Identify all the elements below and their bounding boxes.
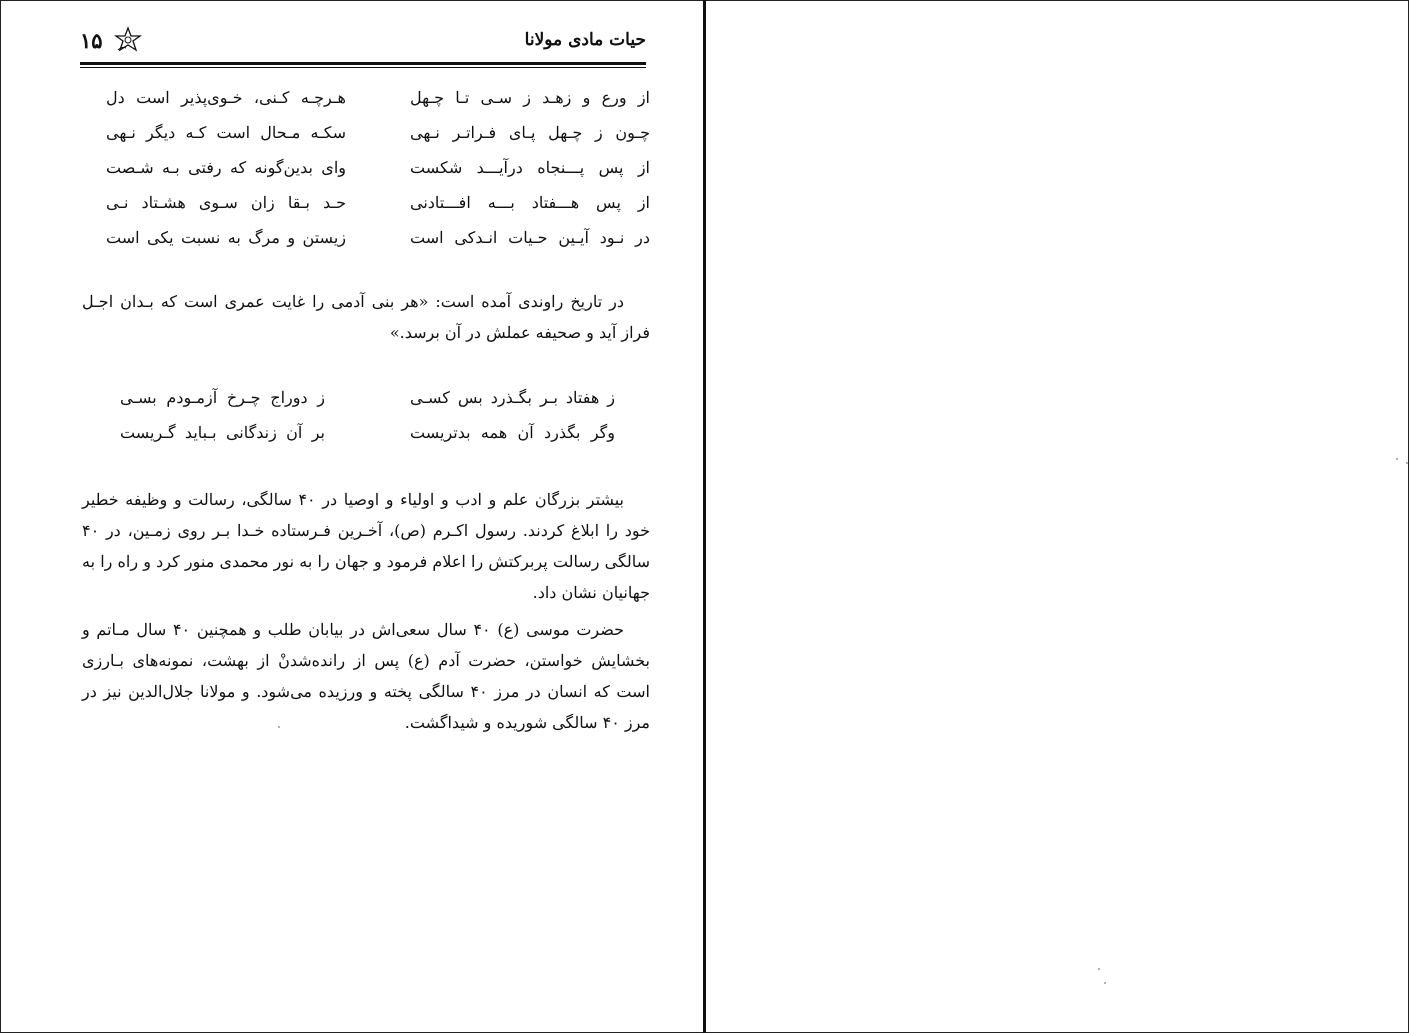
hemistich-right: از ورع و زهـد ز سـی تـا چـهل bbox=[410, 88, 650, 107]
verse bbox=[100, 228, 650, 263]
hemistich-left: ز دوراج چـرخ آزمـودم بسـی bbox=[120, 388, 325, 407]
hemistich-left: هـرچـه کـنی، خـوی‌پذیر است دل bbox=[106, 88, 346, 107]
scan-speck bbox=[278, 726, 280, 728]
paragraph-text: حضرت موسی (ع) ۴۰ سال سعی‌اش در بیابان طلب و همچنین ۴۰ سال مـاتم و بخشایش خواستن، حضرت آدم (ع) پس از رانده‌شدنْ از بهشت، نمونه‌های بـارزی است که انسان در مرز ۴۰ سالگی پخته و ورزیده می‌شود. و مولانا جلال‌الدین نیز در مرز ۴۰ سالگی شوریده و شیداگشت. bbox=[82, 620, 650, 732]
poem-block-1 bbox=[100, 88, 650, 263]
hemistich-right: از پس هـــفتاد بـــه افـــتادنی bbox=[410, 193, 650, 212]
poem-block-2 bbox=[110, 388, 615, 458]
hemistich-left: وای بدین‌گونه که رفتی بـه شـصت bbox=[106, 158, 346, 177]
hemistich-right: چـون ز چـهل پـای فـراتـر نـهی bbox=[410, 123, 650, 142]
paragraph-moses bbox=[82, 614, 650, 738]
scan-speck bbox=[1406, 462, 1408, 464]
page-number: ۱۵ bbox=[80, 28, 103, 53]
header-rule-thin bbox=[80, 67, 646, 68]
verse bbox=[100, 158, 650, 193]
star-flower-icon bbox=[114, 26, 142, 54]
verse bbox=[100, 123, 650, 158]
hemistich-left: حـد بـقا زان سـوی هشـتاد نـی bbox=[106, 193, 346, 212]
scan-speck bbox=[1396, 458, 1398, 460]
hemistich-right: وگر بگذرد آن همه بدتریست bbox=[410, 423, 615, 442]
left-page bbox=[0, 0, 703, 1033]
header-rule-thick bbox=[80, 62, 646, 65]
verse bbox=[100, 88, 650, 123]
header-title: حیات مادی مولانا bbox=[524, 30, 646, 50]
paragraph-prophets bbox=[82, 484, 650, 608]
hemistich-left: زیستن و مرگ به نسبت یکی است bbox=[106, 228, 346, 247]
hemistich-right: ز هفتاد بـر بگـذرد بس کسـی bbox=[410, 388, 615, 407]
paragraph-text: بیشتر بزرگان علم و ادب و اولیاء و اوصیا در ۴۰ سالگی، رسالت و وظیفه خطیر خود را ابلاغ کردند. رسول اکـرم (ص)، آخـرین فـرستاده خـدا بـر روی زمـین، در ۴۰ سالگی رسالت پربرکتش را اعلام فرمود و جهان را به نور محمدی منور کرد و راه را به جهانیان نشان داد. bbox=[82, 490, 650, 602]
hemistich-right: در نـود آیـین حـیات انـدکی است bbox=[410, 228, 650, 247]
right-page-blank bbox=[706, 0, 1407, 1033]
verse bbox=[100, 193, 650, 228]
scan-speck bbox=[1104, 982, 1106, 984]
hemistich-left: سکـه مـحال است کـه دیگر نـهی bbox=[106, 123, 346, 142]
hemistich-right: از پس پـــنجاه درآیـــد شکست bbox=[410, 158, 650, 177]
paragraph-text: در تاریخ راوندی آمده است: «هر بنی آدمی را غایت عمری است که بـدان اجـل فراز آید و صحیفه عملش در آن برسد.» bbox=[82, 292, 650, 342]
hemistich-left: بر آن زندگانی بـباید گـریست bbox=[120, 423, 325, 442]
verse bbox=[110, 423, 615, 458]
verse bbox=[110, 388, 615, 423]
scan-speck bbox=[1098, 968, 1100, 970]
running-header bbox=[80, 26, 646, 60]
paragraph-quote bbox=[82, 286, 650, 348]
